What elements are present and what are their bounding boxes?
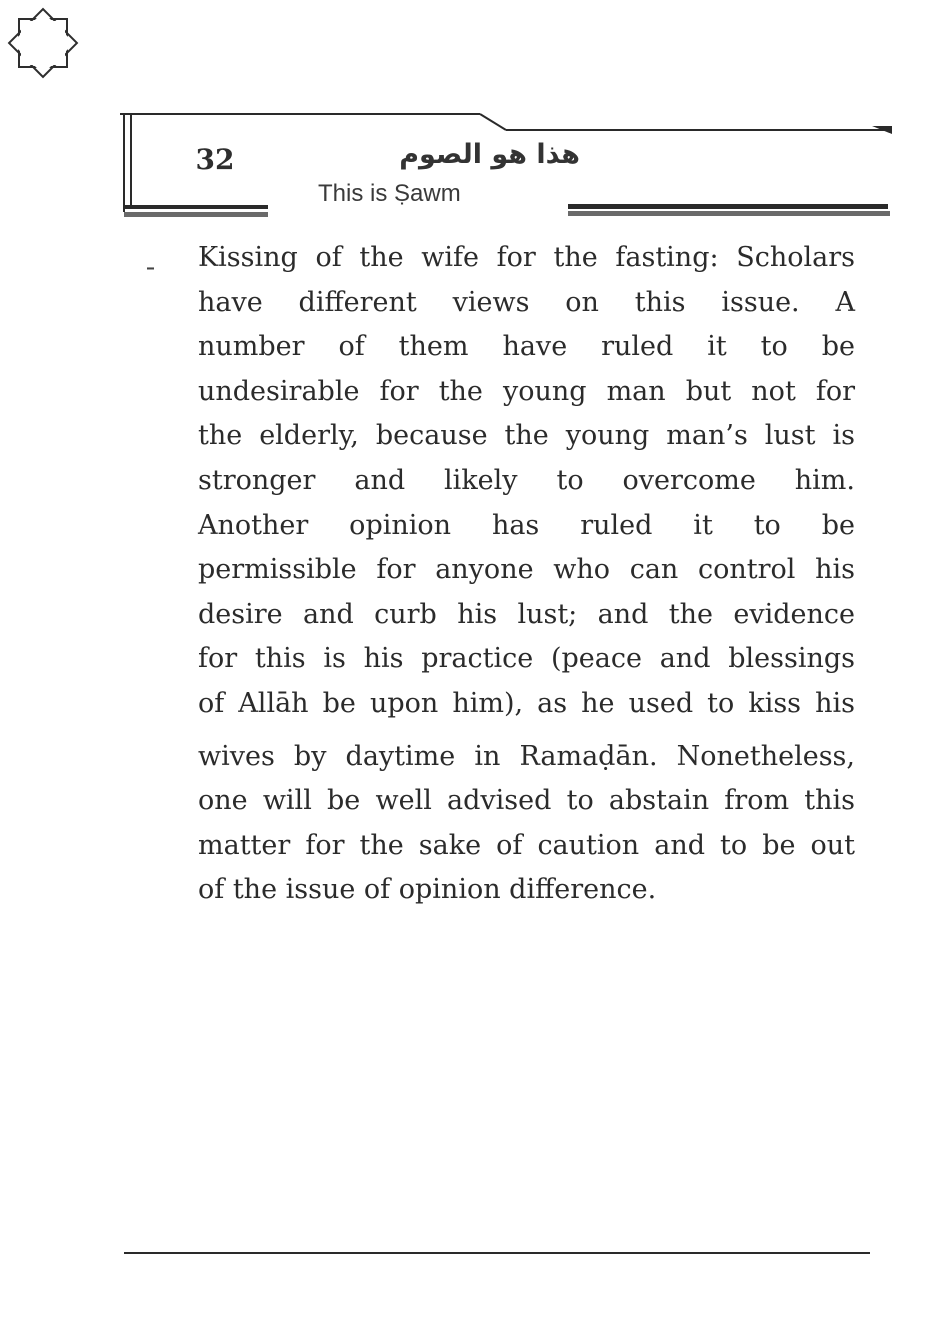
paragraph-line: the elderly, because the young man’s lust is bbox=[198, 420, 855, 452]
paragraph-line: one will be well advised to abstain from this bbox=[198, 785, 855, 817]
paragraph-line: of Allāh be upon him), as he used to kiss his bbox=[198, 687, 855, 719]
paragraph-line: desire and curb his lust; and the evidence bbox=[198, 598, 855, 630]
page-header bbox=[0, 0, 936, 230]
paragraph-line: wives by daytime in Ramaḍān. Nonetheless, bbox=[198, 740, 855, 772]
paragraph-line: permissible for anyone who can control his bbox=[198, 554, 855, 586]
page-number-star-icon bbox=[0, 0, 86, 86]
page-number: 32 bbox=[195, 143, 235, 176]
paragraph-line: for this is his practice (peace and blessings bbox=[198, 643, 855, 675]
header-bottom-right-bar-2 bbox=[568, 211, 890, 216]
paragraph-line: of the issue of opinion difference. bbox=[198, 874, 657, 906]
paragraph-line: Kissing of the wife for the fasting: Scholars bbox=[198, 242, 855, 273]
body-paragraph bbox=[198, 236, 855, 913]
paragraph-line: Another opinion has ruled it to be bbox=[198, 509, 855, 541]
list-bullet: - bbox=[146, 251, 155, 281]
paragraph-line: undesirable for the young man but not for bbox=[198, 375, 855, 407]
header-bottom-left-bar-2 bbox=[124, 212, 268, 217]
header-bottom-left-bar-1 bbox=[124, 205, 268, 209]
header-top-rule-step bbox=[480, 114, 506, 130]
running-title-english: This is Ṣawm bbox=[318, 180, 461, 207]
header-frame bbox=[0, 0, 936, 230]
footer-rule bbox=[124, 1252, 870, 1254]
paragraph-line: matter for the sake of caution and to be out bbox=[198, 829, 855, 861]
running-title-arabic: هذا هو الصوم bbox=[399, 139, 580, 170]
paragraph-line: stronger and likely to overcome him. bbox=[198, 464, 855, 496]
paragraph-line: have different views on this issue. A bbox=[198, 286, 855, 318]
paragraph-line: number of them have ruled it to be bbox=[198, 331, 855, 363]
header-bottom-right-bar-1 bbox=[568, 204, 888, 209]
